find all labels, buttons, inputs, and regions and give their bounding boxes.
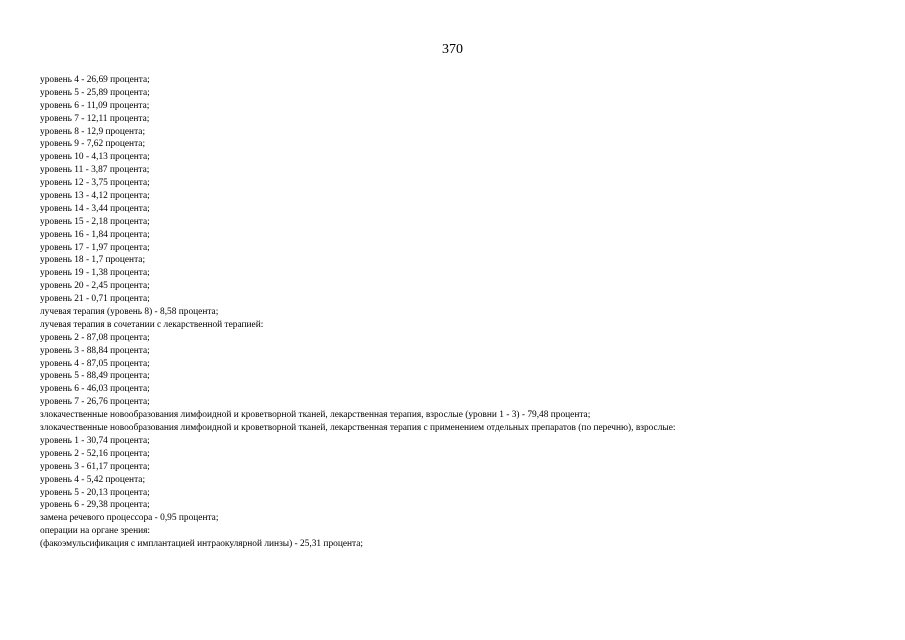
text-line: злокачественные новообразования лимфоидной и кроветворной тканей, лекарственная терапия, взрослые (уровни 1 - 3) - 79,48 процента; xyxy=(40,410,591,421)
text-line: уровень 7 - 26,76 процента; xyxy=(40,397,150,408)
text-line: уровень 4 - 26,69 процента; xyxy=(40,75,150,85)
text-line: уровень 5 - 20,13 процента; xyxy=(40,487,150,498)
text-line: уровень 13 - 4,12 процента; xyxy=(40,191,150,202)
text-line: уровень 15 - 2,18 процента; xyxy=(40,216,150,227)
text-line: уровень 16 - 1,84 процента; xyxy=(40,229,150,240)
document-body xyxy=(40,74,880,551)
text-line: замена речевого процессора - 0,95 процента; xyxy=(40,513,219,524)
text-line: уровень 6 - 46,03 процента; xyxy=(40,384,150,395)
text-line: уровень 2 - 52,16 процента; xyxy=(40,448,150,459)
text-line: уровень 3 - 61,17 процента; xyxy=(40,461,150,472)
text-line: уровень 18 - 1,7 процента; xyxy=(40,255,146,266)
text-line: уровень 21 - 0,71 процента; xyxy=(40,294,150,305)
text-line: уровень 19 - 1,38 процента; xyxy=(40,268,150,279)
text-line: операции на органе зрения: xyxy=(40,526,151,537)
text-line: злокачественные новообразования лимфоидной и кроветворной тканей, лекарственная терапия с применением отдельных препаратов (по перечню), взрослые: xyxy=(40,423,676,434)
text-line: уровень 12 - 3,75 процента; xyxy=(40,178,150,189)
page-number: 370 xyxy=(442,42,463,57)
text-line: уровень 4 - 87,05 процента; xyxy=(40,358,150,369)
text-line: лучевая терапия в сочетании с лекарственной терапией: xyxy=(40,319,264,330)
text-line: уровень 4 - 5,42 процента; xyxy=(40,474,146,485)
text-line: уровень 20 - 2,45 процента; xyxy=(40,281,150,292)
text-line: уровень 6 - 11,09 процента; xyxy=(40,100,150,111)
text-line: уровень 8 - 12,9 процента; xyxy=(40,126,146,137)
text-line: лучевая терапия (уровень 8) - 8,58 процента; xyxy=(40,307,219,318)
text-line: уровень 10 - 4,13 процента; xyxy=(40,152,150,163)
text-line: уровень 2 - 87,08 процента; xyxy=(40,332,150,343)
text-line: уровень 14 - 3,44 процента; xyxy=(40,203,150,214)
text-line: уровень 5 - 25,89 процента; xyxy=(40,87,150,98)
text-line: уровень 6 - 29,38 процента; xyxy=(40,500,150,511)
text-line: уровень 3 - 88,84 процента; xyxy=(40,345,150,356)
text-line: уровень 17 - 1,97 процента; xyxy=(40,242,150,253)
text-line: уровень 7 - 12,11 процента; xyxy=(40,113,150,124)
text-line: уровень 1 - 30,74 процента; xyxy=(40,435,150,446)
text-line: уровень 9 - 7,62 процента; xyxy=(40,139,146,150)
text-line: (факоэмульсификация с имплантацией интраокулярной линзы) - 25,31 процента; xyxy=(40,539,364,550)
text-line: уровень 11 - 3,87 процента; xyxy=(40,165,150,176)
text-line: уровень 5 - 88,49 процента; xyxy=(40,371,150,382)
